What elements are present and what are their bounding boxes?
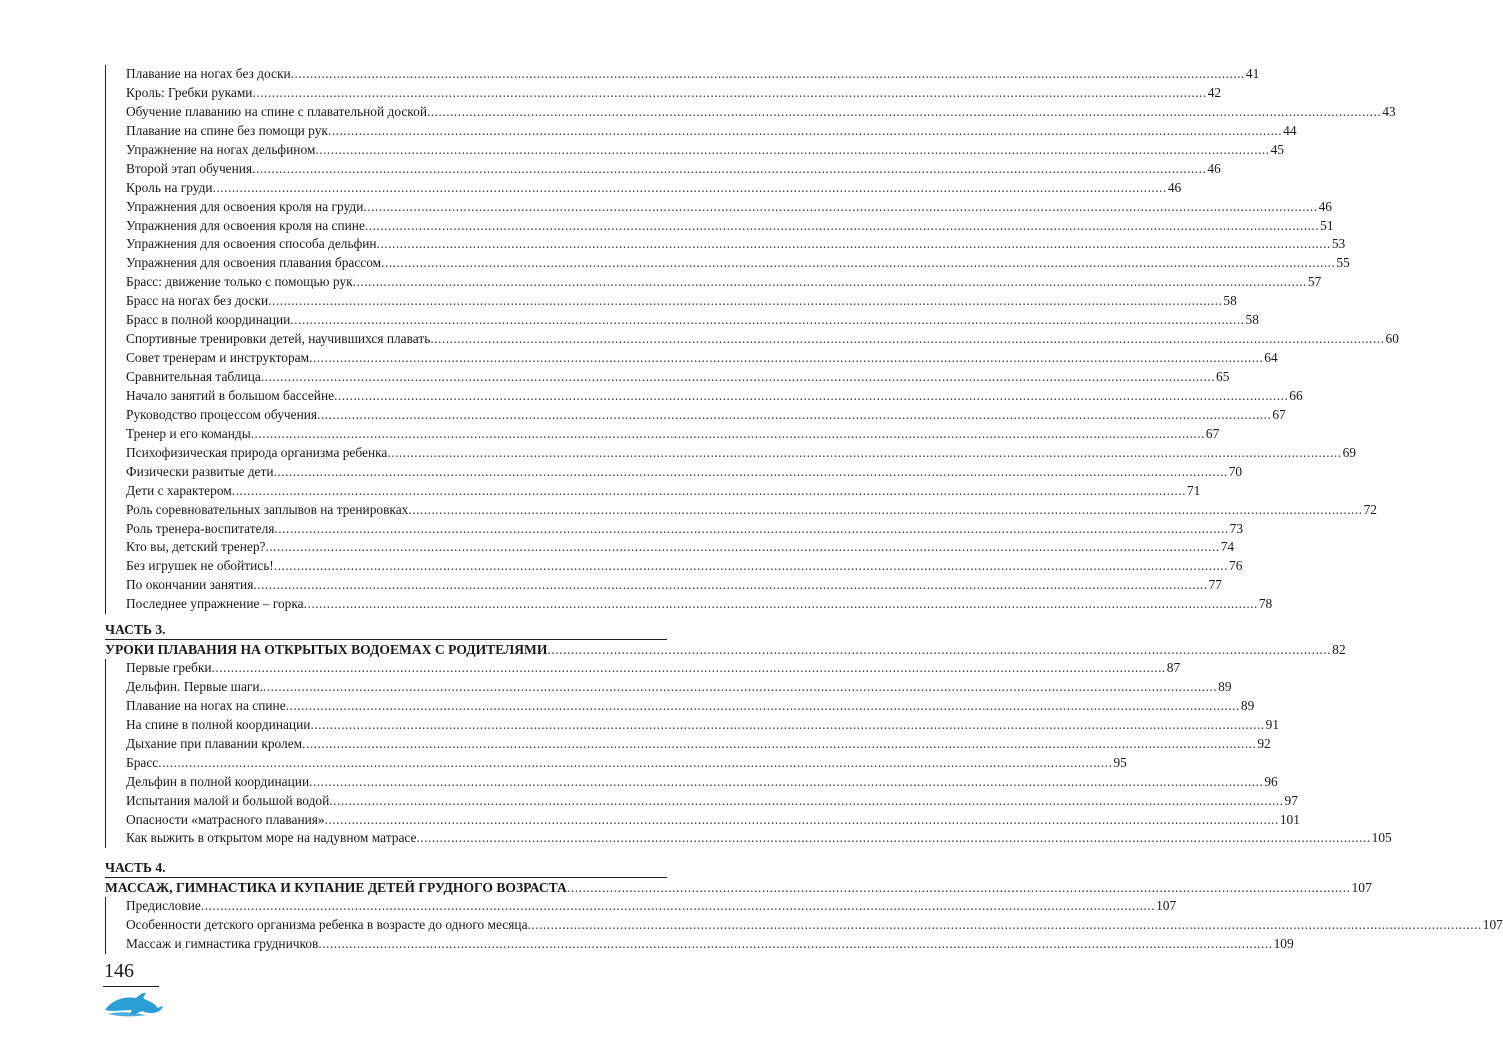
toc-entry[interactable]: [106, 792, 1298, 811]
toc-entry-page: 42: [1207, 84, 1222, 100]
toc-entry-title: Дети с характером: [126, 482, 232, 498]
toc-entry-title: Плавание на ногах без доски: [126, 66, 291, 81]
toc-entry-page: 58: [1223, 293, 1237, 309]
toc-entry-page: 107: [1482, 916, 1503, 932]
toc-entry-page: 76: [1229, 558, 1243, 574]
toc-entry-page: 105: [1371, 830, 1392, 846]
part-3-page: 82: [1332, 642, 1346, 657]
toc-entry-title: Брасс: движение только с помощью рук: [126, 274, 353, 290]
part-4-title: МАССАЖ, ГИМНАСТИКА И КУПАНИЕ ДЕТЕЙ ГРУДНОГО ВОЗРАСТА: [105, 880, 567, 895]
toc-entry[interactable]: [106, 697, 1255, 716]
part-4-title-row[interactable]: [105, 877, 1372, 897]
toc-entry-title: Кроль: Гребки руками: [126, 84, 253, 100]
toc-entry-title: Плавание на спине без помощи рук: [126, 122, 328, 138]
toc-entry-page: 72: [1363, 501, 1377, 517]
toc-entry-title: Первые гребки: [126, 660, 212, 675]
toc-entry-page: 66: [1289, 387, 1303, 403]
leader-dots: [274, 463, 1228, 482]
toc-entry-title: Роль тренера-воспитателя: [126, 520, 275, 536]
toc-part-3: [105, 620, 1392, 848]
leader-dots: [377, 235, 1331, 254]
toc-entry[interactable]: [106, 368, 1230, 387]
leader-dots: [253, 576, 1207, 595]
toc-entry-page: 44: [1283, 122, 1297, 138]
toc-entry[interactable]: [106, 576, 1222, 595]
leader-dots: [158, 754, 1112, 773]
toc-entry-title: Брасс: [126, 754, 159, 770]
leader-dots: [329, 792, 1283, 811]
toc-entry[interactable]: [106, 292, 1237, 311]
toc-entry-page: 107: [1156, 898, 1177, 913]
leader-dots: [252, 84, 1206, 103]
leader-dots: [201, 897, 1155, 916]
leader-dots: [325, 811, 1279, 830]
toc-entry[interactable]: [106, 829, 1392, 848]
toc-entry-title: Спортивные тренировки детей, научившихся плавать: [126, 331, 431, 347]
toc-entry[interactable]: [106, 103, 1396, 122]
leader-dots: [251, 425, 1205, 444]
leader-dots: [387, 444, 1341, 463]
toc-entry[interactable]: [106, 311, 1259, 330]
toc-entry[interactable]: [106, 538, 1235, 557]
part-4-label: ЧАСТЬ 4.: [105, 860, 166, 875]
toc-entry-title: Второй этап обучения: [126, 160, 253, 176]
toc-entry-title: Дельфин. Первые шаги.: [126, 678, 263, 694]
toc-entry-page: 78: [1258, 596, 1273, 612]
toc-entry-page: 77: [1208, 577, 1222, 593]
toc-entry-page: 70: [1228, 463, 1243, 479]
toc-entry-title: Совет тренерам и инструкторам: [126, 350, 310, 366]
leader-dots: [317, 406, 1271, 425]
toc-entry-page: 109: [1273, 935, 1294, 951]
toc-entry-page: 89: [1240, 697, 1255, 713]
leader-dots: [328, 122, 1282, 141]
leader-dots: [304, 595, 1258, 614]
leader-dots: [265, 538, 1219, 557]
toc-entry[interactable]: [106, 595, 1273, 614]
toc-entry[interactable]: [106, 811, 1300, 830]
part-3-title: УРОКИ ПЛАВАНИЯ НА ОТКРЫТЫХ ВОДОЕМАХ С РОДИТЕЛЯМИ: [105, 642, 548, 657]
toc-entry[interactable]: [106, 520, 1244, 539]
leader-dots: [416, 829, 1370, 848]
toc-entry-title: Обучение плаванию на спине с плавательной доской: [126, 103, 427, 119]
toc-entry[interactable]: [106, 160, 1221, 179]
leader-dots: [567, 878, 1351, 897]
toc-entry[interactable]: [106, 84, 1222, 103]
leader-dots: [286, 697, 1240, 716]
toc-entry[interactable]: [106, 217, 1334, 236]
leader-dots: [381, 254, 1335, 273]
toc-entry-page: 73: [1229, 520, 1244, 536]
toc-entry[interactable]: [106, 659, 1181, 678]
leader-dots: [315, 141, 1269, 160]
toc-entry[interactable]: [106, 254, 1350, 273]
toc-entry[interactable]: [106, 463, 1243, 482]
toc-entry-page: 46: [1167, 179, 1182, 195]
toc-entry-title: Упражнение на ногах дельфином: [126, 141, 316, 157]
leader-dots: [309, 349, 1263, 368]
toc-entry-title: Психофизическая природа организма ребенка: [126, 444, 388, 460]
toc-entry-title: Кто вы, детский тренер?: [126, 539, 266, 555]
leader-dots: [309, 773, 1263, 792]
toc-entry-title: Упражнения для освоения плавания брассом: [126, 255, 382, 271]
toc-entry-page: 53: [1331, 236, 1346, 252]
toc-entry-title: Тренер и его команды: [126, 425, 251, 441]
footer-rule: [103, 986, 159, 987]
toc-entry-page: 71: [1186, 482, 1201, 498]
toc-entry-title: Упражнения для освоения кроля на груди: [126, 198, 364, 214]
toc-entry[interactable]: [106, 65, 1260, 84]
toc-entry-page: 65: [1216, 369, 1230, 384]
toc-entry[interactable]: [106, 678, 1232, 697]
toc-entry[interactable]: [106, 482, 1201, 501]
toc-entry[interactable]: [106, 735, 1271, 754]
toc-block-continued: [105, 65, 1399, 614]
leader-dots: [334, 387, 1288, 406]
leader-dots: [353, 273, 1307, 292]
toc-entry-page: 43: [1382, 103, 1396, 119]
toc-entry-page: 41: [1245, 66, 1260, 81]
leader-dots: [365, 217, 1319, 236]
leader-dots: [310, 716, 1264, 735]
part-3-entries: [105, 659, 1392, 848]
toc-entry-title: Массаж и гимнастика грудничков: [126, 935, 319, 951]
toc-entry-page: 64: [1264, 350, 1278, 366]
toc-entry[interactable]: [106, 235, 1346, 254]
toc-entry[interactable]: [106, 716, 1280, 735]
toc-entry-title: По окончании занятия: [126, 577, 254, 593]
toc-entry[interactable]: [106, 179, 1182, 198]
leader-dots: [252, 160, 1206, 179]
toc-entry-page: 67: [1205, 425, 1220, 441]
leader-dots: [363, 198, 1317, 217]
toc-entry-page: 74: [1220, 539, 1235, 555]
toc-entry[interactable]: [106, 754, 1127, 773]
toc-entry-page: 57: [1307, 274, 1322, 290]
toc-entry-title: Плавание на ногах на спине: [126, 697, 286, 713]
toc-entry-title: Брасс в полной координации: [126, 312, 291, 328]
part-4-page: 107: [1351, 880, 1372, 895]
toc-entry-title: Дельфин в полной координации: [126, 773, 310, 789]
toc-entry[interactable]: [106, 198, 1332, 217]
toc-entry-title: Особенности детского организма ребенка в возрасте до одного месяца: [126, 916, 528, 932]
leader-dots: [232, 482, 1186, 501]
toc-entry-page: 97: [1284, 792, 1298, 808]
toc-entry-page: 46: [1318, 198, 1332, 214]
toc-entry[interactable]: [106, 273, 1322, 292]
toc-entry[interactable]: [106, 330, 1399, 349]
toc-part-4: [105, 858, 1503, 954]
toc-entry-page: 60: [1385, 331, 1399, 347]
toc-entry[interactable]: [106, 773, 1278, 792]
dolphin-icon: [102, 990, 164, 1018]
toc-entry-title: Руководство процессом обучения: [126, 406, 318, 422]
toc-entry-title: Сравнительная таблица: [126, 369, 261, 384]
toc-entry-page: 92: [1257, 735, 1271, 751]
toc-entry[interactable]: [106, 122, 1297, 141]
toc-entry[interactable]: [106, 387, 1303, 406]
toc-entry-title: На спине в полной координации: [126, 716, 311, 732]
toc-entry-page: 91: [1265, 716, 1280, 732]
toc-entry-page: 69: [1342, 444, 1356, 460]
toc-entry-title: Опасности «матрасного плавания»: [126, 811, 325, 827]
toc-entry[interactable]: [106, 897, 1177, 916]
toc-entry-title: Предисловие: [126, 898, 201, 913]
toc-entry-title: Брасс на ногах без доски: [126, 293, 269, 309]
leader-dots: [528, 916, 1482, 935]
toc-entry[interactable]: [106, 406, 1286, 425]
toc-entry-page: 101: [1279, 811, 1300, 827]
toc-entry-page: 45: [1270, 141, 1284, 157]
leader-dots: [291, 65, 1245, 84]
toc-entry-page: 51: [1320, 217, 1334, 233]
leader-dots: [213, 179, 1167, 198]
leader-dots: [212, 659, 1166, 678]
toc-entry-title: Упражнения для освоения кроля на спине: [126, 217, 365, 233]
leader-dots: [408, 501, 1362, 520]
part-4-entries: [105, 897, 1503, 954]
toc-entry-page: 46: [1207, 160, 1221, 176]
toc-entry[interactable]: [106, 501, 1377, 520]
leader-dots: [263, 678, 1217, 697]
toc-entry-title: Последнее упражнение – горка: [126, 596, 304, 612]
toc-entry[interactable]: [106, 935, 1294, 954]
part-3-label: ЧАСТЬ 3.: [105, 622, 166, 637]
leader-dots: [268, 292, 1222, 311]
leader-dots: [430, 330, 1384, 349]
toc-entry-page: 55: [1336, 255, 1350, 271]
leader-dots: [318, 935, 1272, 954]
toc-entry-title: Роль соревновательных заплывов на тренировках: [126, 501, 409, 517]
toc-entry-title: Как выжить в открытом море на надувном матрасе: [126, 830, 417, 846]
toc-entry[interactable]: [106, 425, 1220, 444]
toc-entry-title: Кроль на груди: [126, 179, 213, 195]
toc-entry[interactable]: [106, 349, 1278, 368]
toc-entry-title: Без игрушек не обойтись!: [126, 558, 274, 574]
toc-entry-title: Испытания малой и большой водой: [126, 792, 330, 808]
toc-entry-title: Начало занятий в большом бассейне: [126, 387, 335, 403]
toc-entry-page: 95: [1113, 754, 1127, 770]
toc-entry[interactable]: [106, 444, 1356, 463]
toc-entry-page: 87: [1166, 660, 1181, 675]
toc-entry-title: Физически развитые дети: [126, 463, 274, 479]
leader-dots: [427, 103, 1381, 122]
toc-entry-title: Упражнения для освоения способа дельфин: [126, 236, 377, 252]
leader-dots: [290, 311, 1244, 330]
leader-dots: [261, 368, 1215, 387]
leader-dots: [274, 520, 1228, 539]
leader-dots: [274, 557, 1228, 576]
part-3-title-row[interactable]: [105, 639, 1346, 659]
toc-entry-page: 58: [1245, 312, 1259, 328]
toc-entry[interactable]: [106, 141, 1284, 160]
toc-entry[interactable]: [106, 557, 1243, 576]
page-number: 146: [104, 960, 134, 982]
toc-entry-title: Дыхание при плавании кролем: [126, 735, 303, 751]
toc-entry[interactable]: [106, 916, 1503, 935]
leader-dots: [547, 640, 1331, 659]
toc-entry-page: 67: [1272, 406, 1286, 422]
toc-entry-page: 96: [1264, 773, 1278, 789]
toc-entry-page: 89: [1218, 678, 1232, 694]
leader-dots: [302, 735, 1256, 754]
